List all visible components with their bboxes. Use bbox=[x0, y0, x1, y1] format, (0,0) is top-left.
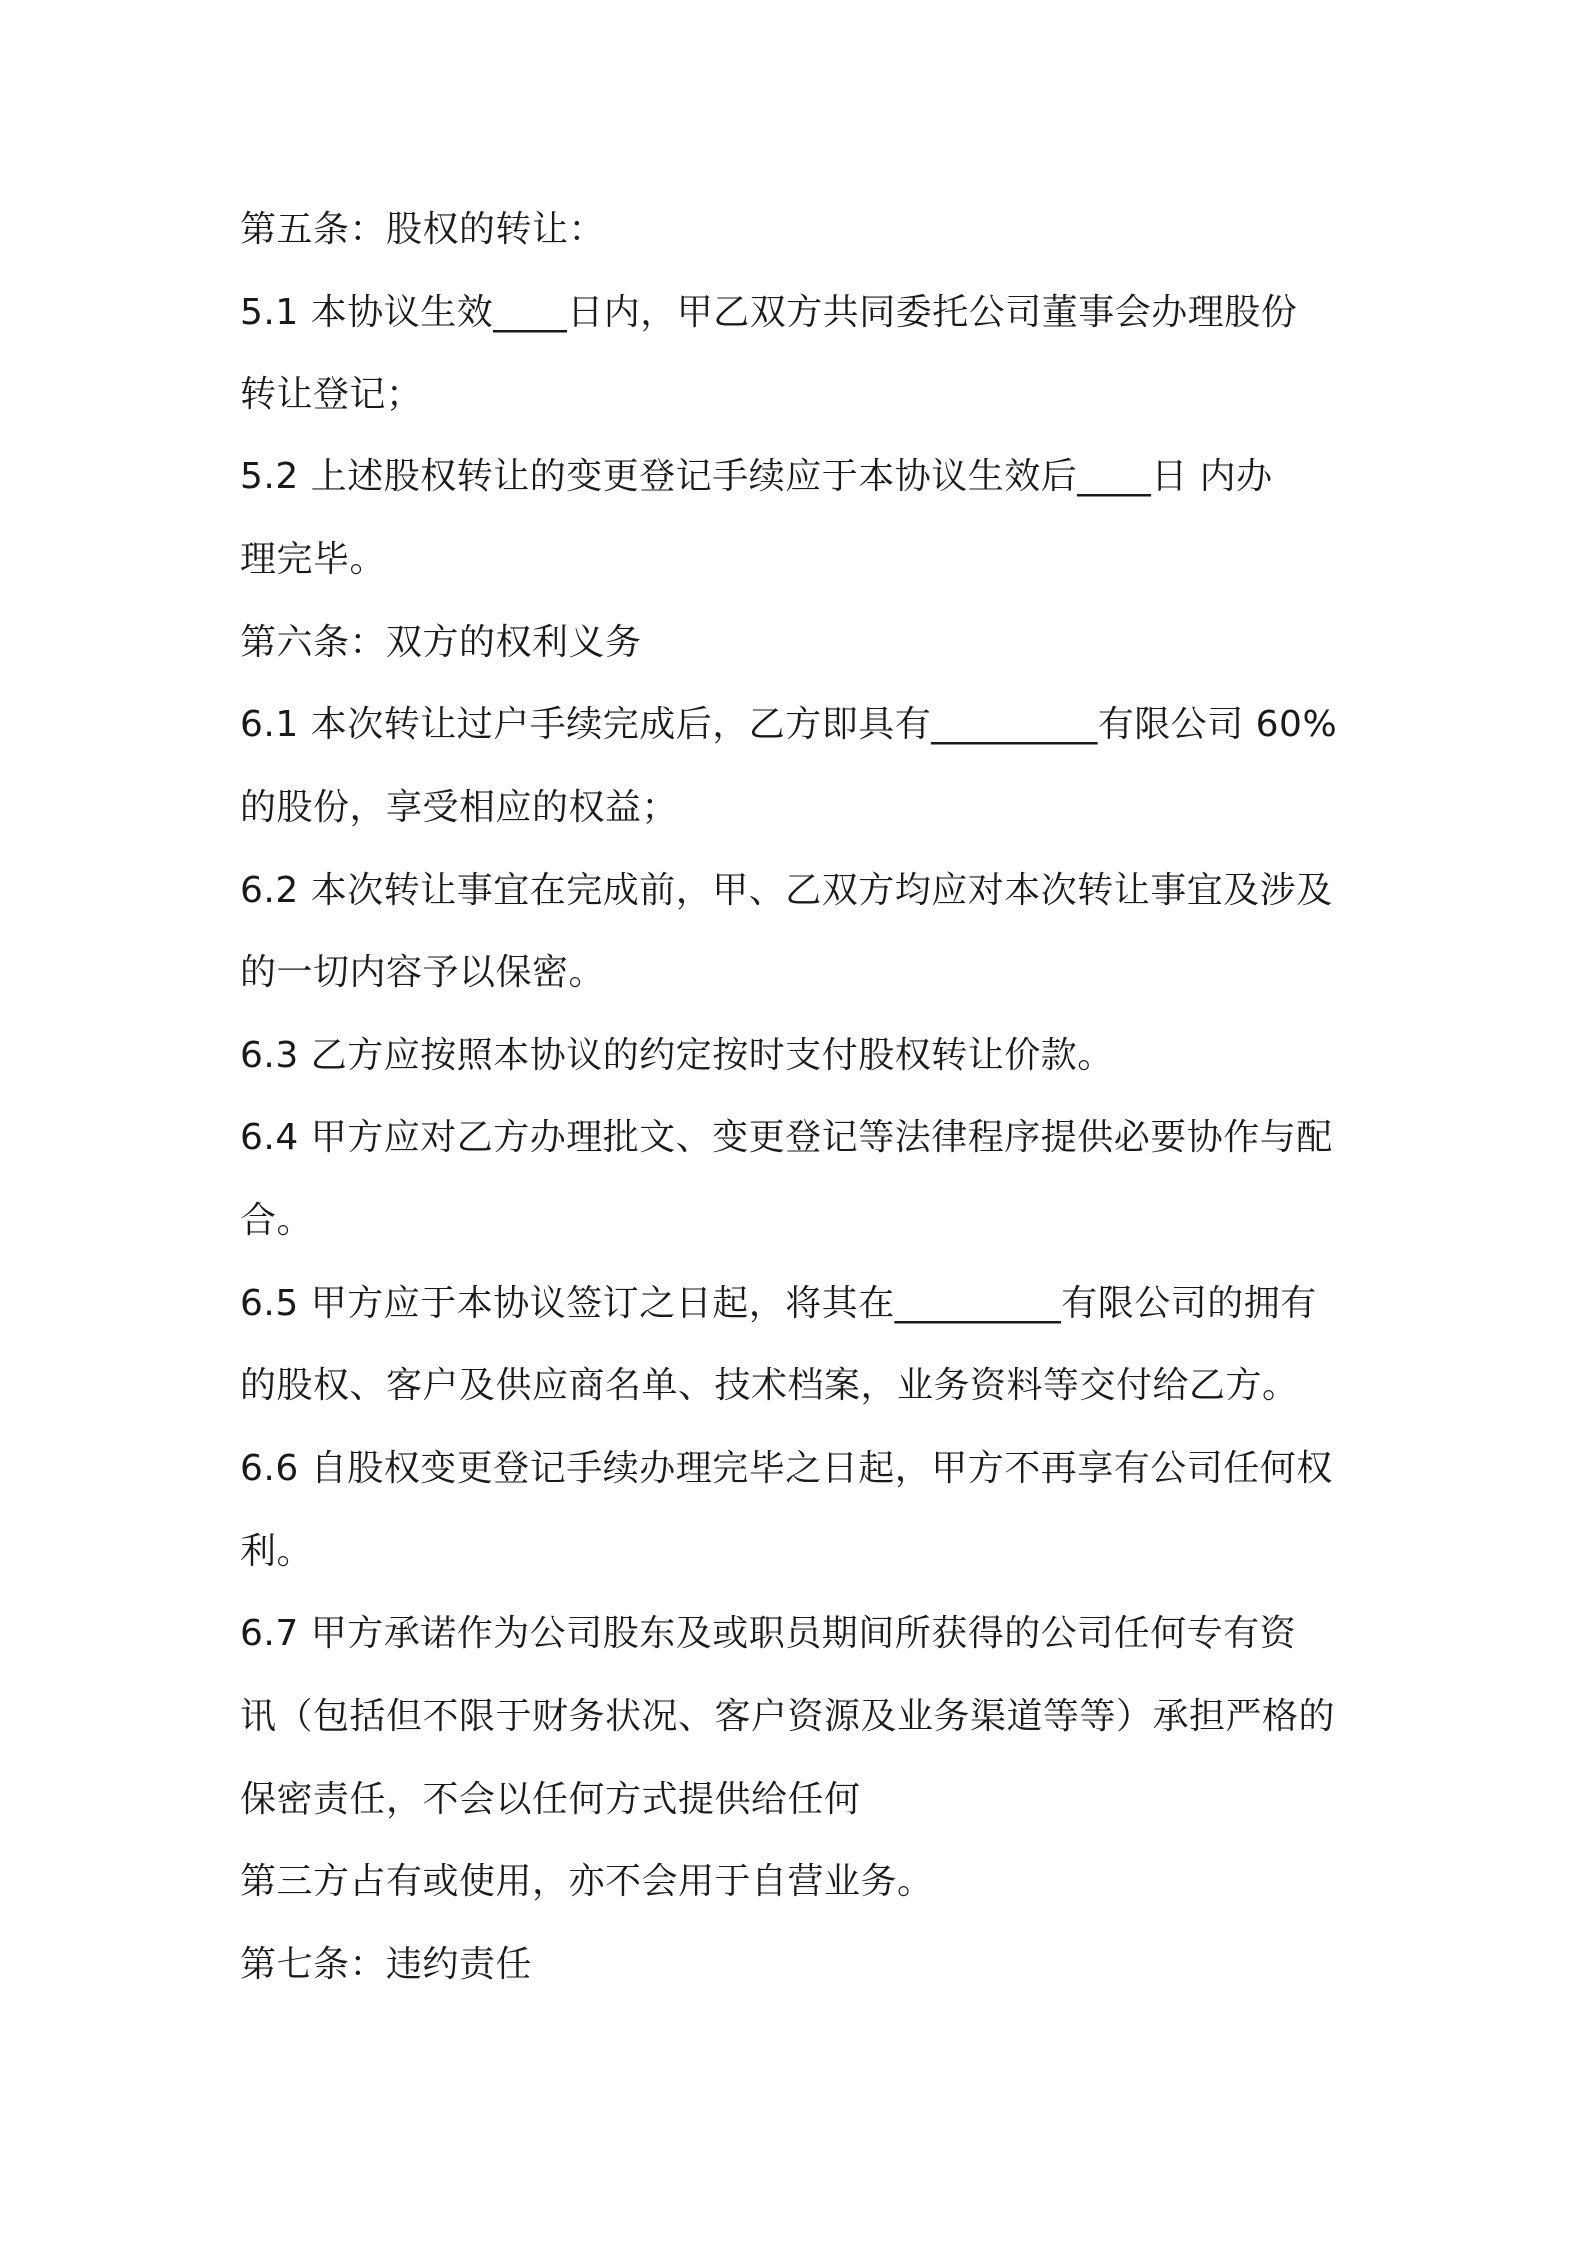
article-5-heading: 第五条：股权的转让： bbox=[240, 209, 606, 250]
clause-6-4-line-1: 6.4 甲方应对乙方办理批文、变更登记等法律程序提供必要协作与配 bbox=[240, 1117, 1333, 1158]
clause-6-7-line-2: 讯（包括但不限于财务状况、客户资源及业务渠道等等）承担严格的 bbox=[240, 1696, 1336, 1737]
clause-6-7-line-1: 6.7 甲方承诺作为公司股东及或职员期间所获得的公司任何专有资 bbox=[240, 1613, 1297, 1654]
clause-6-1-line-1: 6.1 本次转让过户手续完成后，乙方即具有_________有限公司 60% bbox=[240, 704, 1338, 745]
clause-5-2-line-1: 5.2 上述股权转让的变更登记手续应于本协议生效后____日 内办 bbox=[240, 456, 1273, 497]
clause-5-2-line-2: 理完毕。 bbox=[240, 539, 387, 580]
clause-6-5-line-2: 的股权、客户及供应商名单、技术档案，业务资料等交付给乙方。 bbox=[240, 1365, 1299, 1406]
clause-6-5-line-1: 6.5 甲方应于本协议签订之日起，将其在_________有限公司的拥有 bbox=[240, 1283, 1317, 1324]
clause-5-1-line-1: 5.1 本协议生效____日内，甲乙双方共同委托公司董事会办理股份 bbox=[240, 292, 1298, 333]
clause-6-7-line-3: 保密责任，不会以任何方式提供给任何 bbox=[240, 1779, 861, 1820]
clause-6-2-line-1: 6.2 本次转让事宜在完成前，甲、乙双方均应对本次转让事宜及涉及 bbox=[240, 870, 1333, 911]
clause-6-4-line-2: 合。 bbox=[240, 1200, 314, 1241]
clause-6-6-line-2: 利。 bbox=[240, 1531, 314, 1572]
article-7-heading: 第七条：违约责任 bbox=[240, 1944, 533, 1985]
clause-6-3: 6.3 乙方应按照本协议的约定按时支付股权转让价款。 bbox=[240, 1035, 1114, 1076]
clause-5-1-line-2: 转让登记； bbox=[240, 374, 423, 415]
clause-6-6-line-1: 6.6 自股权变更登记手续办理完毕之日起，甲方不再享有公司任何权 bbox=[240, 1448, 1333, 1489]
article-6-heading: 第六条：双方的权利义务 bbox=[240, 622, 642, 663]
clause-6-1-line-2: 的股份，享受相应的权益； bbox=[240, 787, 679, 828]
clause-6-7-line-4: 第三方占有或使用，亦不会用于自营业务。 bbox=[240, 1861, 934, 1902]
clause-6-2-line-2: 的一切内容予以保密。 bbox=[240, 952, 606, 993]
